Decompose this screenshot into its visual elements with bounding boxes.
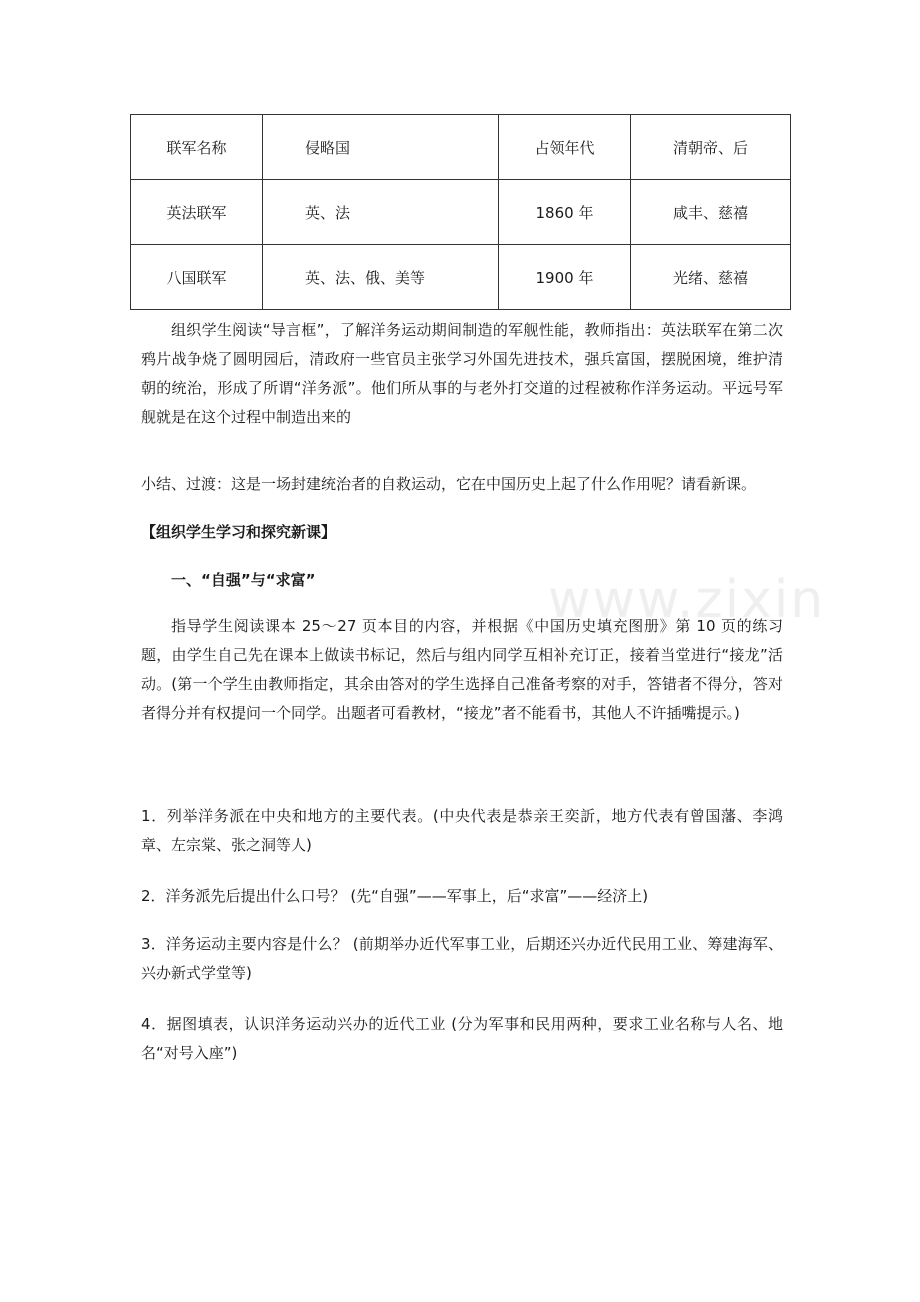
table-cell: 1900 年 [499, 245, 631, 310]
table-cell: 英、法、俄、美等 [263, 245, 499, 310]
table-cell: 英、法 [263, 180, 499, 245]
allied-forces-table [130, 114, 791, 310]
intro-paragraph: 组织学生阅读“导言框”，了解洋务运动期间制造的军舰性能，教师指出：英法联军在第二次鸦片战争烧了圆明园后，清政府一些官员主张学习外国先进技术，强兵富国，摆脱困境，维护清朝的统治，形成了所谓“洋务派”。他们所从事的与老外打交道的过程被称作洋务运动。平远号军舰就是在这个过程中制造出来的 [141, 321, 783, 426]
table-header-row [131, 115, 791, 180]
table-cell: 咸丰、慈禧 [631, 180, 791, 245]
question-3: 3．洋务运动主要内容是什么？ (前期举办近代军事工业，后期还兴办近代民用工业、筹建海军、兴办新式学堂等) [141, 935, 783, 982]
table-cell: 英法联军 [131, 180, 263, 245]
table-header-cell: 清朝帝、后 [631, 115, 791, 180]
table-header-cell: 联军名称 [131, 115, 263, 180]
question-4: 4．据图填表，认识洋务运动兴办的近代工业 (分为军事和民用两种，要求工业名称与人名、地名“对号入座”) [141, 1015, 783, 1062]
table-cell: 八国联军 [131, 245, 263, 310]
table-row [131, 245, 791, 310]
summary-paragraph: 小结、过渡：这是一场封建统治者的自救运动，它在中国历史上起了什么作用呢？请看新课。 [141, 475, 757, 493]
guidance-paragraph: 指导学生阅读课本 25～27 页本目的内容，并根据《中国历史填充图册》第 10 页的练习题，由学生自己先在课本上做读书标记，然后与组内同学互相补充订正，接着当堂进行“接龙”活动。(第一个学生由教师指定，其余由答对的学生选择自己准备考察的对手，答错者不得分，答对者得分并有权提问一个同学。出题者可看教材，“接龙”者不能看书，其他人不许插嘴提示。) [141, 617, 783, 722]
subheading: 一、“自强”与“求富” [171, 571, 316, 589]
table-header-cell: 侵略国 [263, 115, 499, 180]
table-header-cell: 占领年代 [499, 115, 631, 180]
watermark: www.zixin [548, 570, 826, 630]
table-row [131, 180, 791, 245]
section-heading: 【组织学生学习和探究新课】 [141, 523, 337, 541]
table-cell: 光绪、慈禧 [631, 245, 791, 310]
table-cell: 1860 年 [499, 180, 631, 245]
question-1: 1．列举洋务派在中央和地方的主要代表。(中央代表是恭亲王奕訢，地方代表有曾国藩、李鸿章、左宗棠、张之洞等人) [141, 807, 783, 854]
question-2: 2．洋务派先后提出什么口号？ (先“自强”——军事上，后“求富”——经济上) [141, 887, 649, 905]
